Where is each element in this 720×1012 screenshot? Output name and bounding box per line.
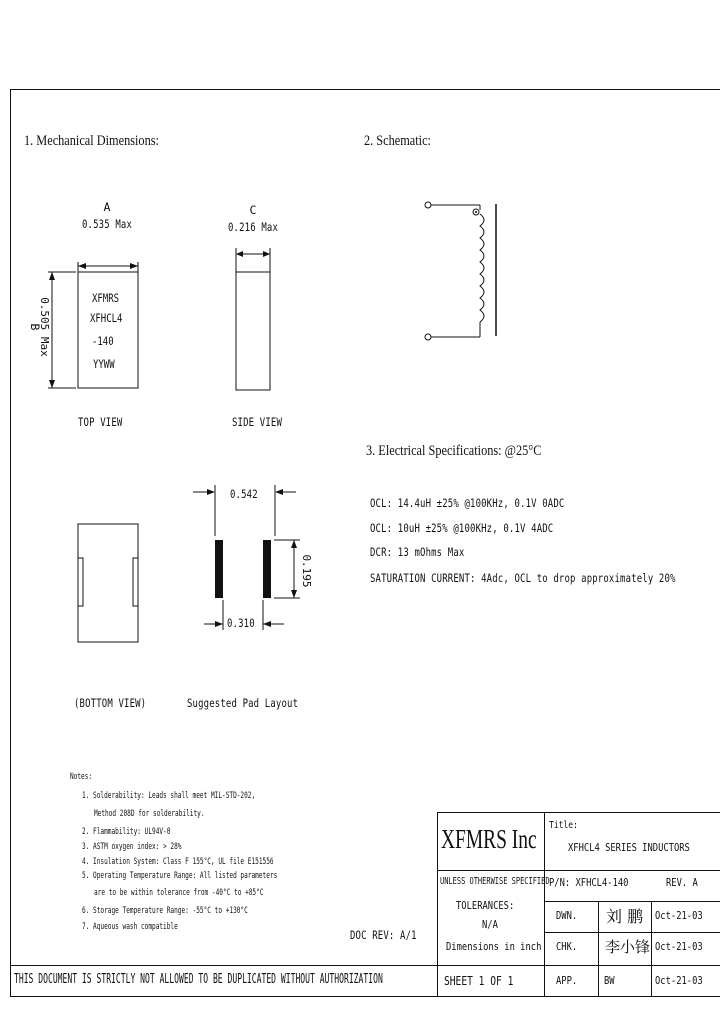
bottom-view-drawing [70,518,150,648]
dim-a-value: 0.535 Max [82,217,133,231]
chk-date: Oct-21-03 [655,940,703,953]
tb-vline-sig [598,901,599,996]
dwn-signature: 刘 鹏 [606,907,644,926]
tb-line-2 [437,870,720,871]
electrical-heading: 3. Electrical Specifications: @25°C [366,443,542,459]
revision: REV. A [666,876,698,889]
mechanical-heading: 1. Mechanical Dimensions: [24,133,159,149]
spec-ocl-2: OCL: 10uH ±25% @100KHz, 0.1V 4ADC [370,521,554,535]
frame-left-line [10,89,11,997]
tolerances-value: N/A [482,918,498,931]
title-label: Title: [549,820,578,831]
note-3: 3. ASTM oxygen index: > 28% [82,842,182,852]
note-1: 1. Solderability: Leads shall meet MIL-STD-202, [82,791,256,801]
top-view-label: TOP VIEW [78,415,123,429]
note-5b: are to be within tolerance from -40°C to +85°C [94,888,264,898]
dim-c-value: 0.216 Max [228,220,279,234]
company-name: XFMRS Inc [441,824,537,854]
tb-line-top [437,812,720,813]
pad-height-value: 0.195 [300,554,313,588]
sheet-number: SHEET 1 OF 1 [444,974,514,988]
marking-line-2: XFHCL4 [90,311,123,325]
pad-height-label [298,546,316,596]
note-5: 5. Operating Temperature Range: All listed parameters [82,871,278,881]
notes-title: Notes: [70,772,93,782]
dimensions-unit: Dimensions in inch [446,940,542,953]
dim-b-value: 0.505 Max [38,297,51,357]
bottom-view-label: (BOTTOM VIEW) [74,696,147,710]
app-date: Oct-21-03 [655,974,703,987]
dim-b-letter: B [28,323,42,331]
part-number: P/N: XFHCL4-140 [549,876,629,889]
pad-gap-value: 0.310 [227,616,255,630]
doc-rev: DOC REV: A/1 [350,928,417,942]
tolerances-label: TOLERANCES: [456,899,515,912]
note-7: 7. Aqueous wash compatible [82,922,178,932]
dim-a-letter: A [103,200,111,214]
spec-dcr: DCR: 13 mOhms Max [370,545,465,559]
schematic-heading: 2. Schematic: [364,133,431,149]
unless-specified: UNLESS OTHERWISE SPECIFIED [440,876,550,887]
tb-line-3 [544,901,720,902]
pad-width-value: 0.542 [230,487,258,501]
dwn-label: DWN. [556,909,578,922]
tb-line-5 [10,965,720,966]
frame-top-line [10,89,720,90]
tb-line-bottom [10,996,720,997]
schematic-drawing [420,196,510,346]
marking-line-3: -140 [92,334,114,348]
spec-saturation: SATURATION CURRENT: 4Adc, OCL to drop approximately 20% [370,571,676,585]
app-label: APP. [556,974,578,987]
chk-label: CHK. [556,940,578,953]
marking-line-4: YYWW [93,357,115,371]
note-6: 6. Storage Temperature Range: -55°C to +130°C [82,906,248,916]
chk-signature: 李小锋 [605,938,651,956]
tb-line-4 [544,932,720,933]
disclaimer: THIS DOCUMENT IS STRICTLY NOT ALLOWED TO BE DUPLICATED WITHOUT AUTHORIZATION [14,972,383,987]
dwn-date: Oct-21-03 [655,909,703,922]
note-2: 2. Flammability: UL94V-0 [82,827,171,837]
tb-vline-left [437,812,438,996]
note-4: 4. Insulation System: Class F 155°C, UL file E151556 [82,857,274,867]
tb-vline-date [651,901,652,996]
spec-ocl-1: OCL: 14.4uH ±25% @100KHz, 0.1V 0ADC [370,496,565,510]
note-1b: Method 208D for solderability. [94,809,205,819]
title-text: XFHCL4 SERIES INDUCTORS [568,841,690,854]
app-signature: BW [604,974,615,987]
dim-c-letter: C [249,203,257,217]
side-view-drawing [226,240,282,395]
pad-layout-label: Suggested Pad Layout [187,696,299,710]
tb-vline-mid [544,812,545,996]
marking-line-1: XFMRS [92,291,120,305]
side-view-label: SIDE VIEW [232,415,283,429]
